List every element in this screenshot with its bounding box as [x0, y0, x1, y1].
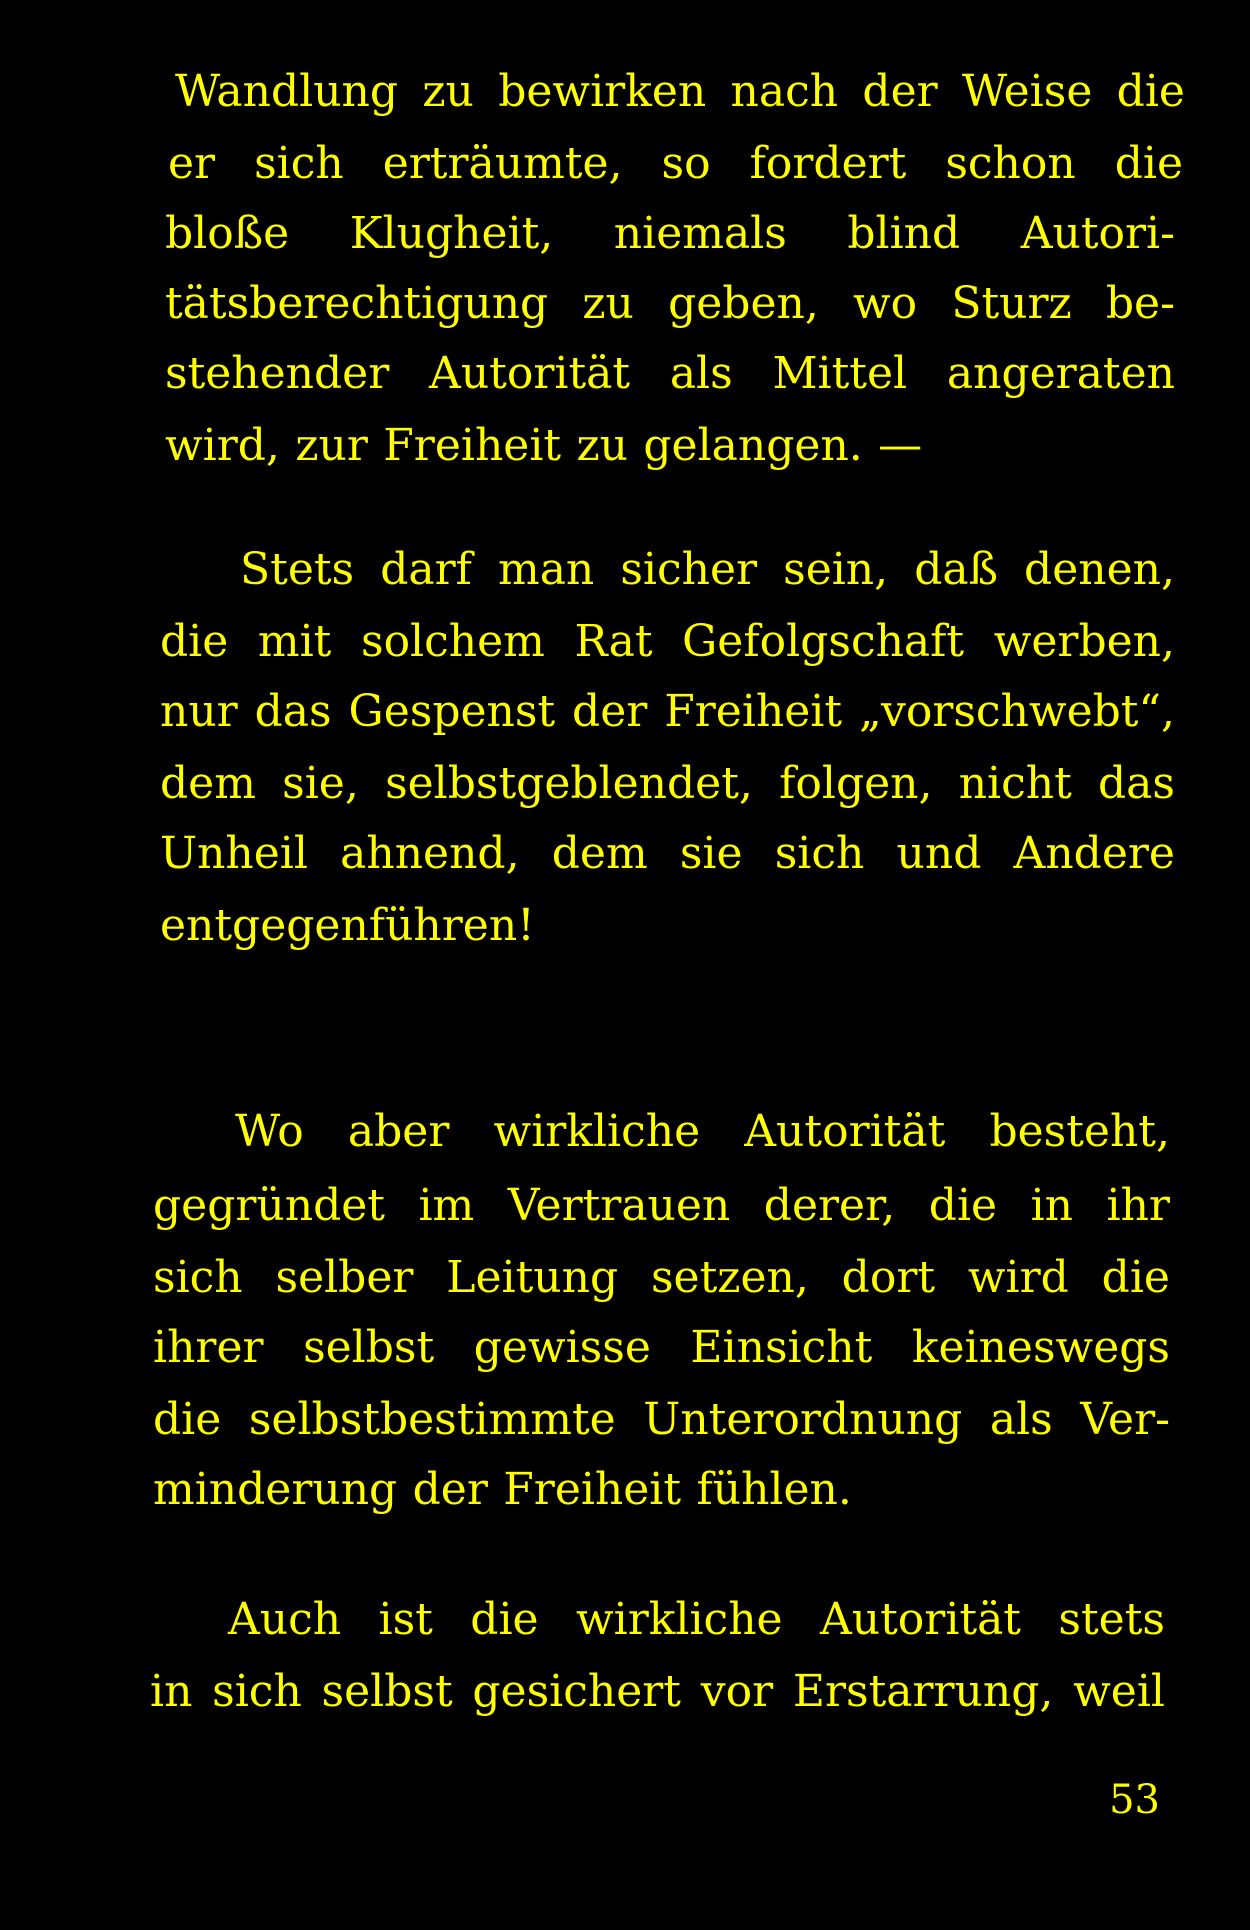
word: Ver-	[1080, 1394, 1170, 1445]
word: gelangen.	[643, 420, 863, 471]
word: Autorität	[744, 1106, 946, 1157]
text-line	[153, 1180, 1170, 1231]
word: be-	[1105, 278, 1175, 329]
text-line	[175, 66, 1185, 117]
word: setzen,	[650, 1252, 809, 1303]
text-line	[165, 420, 1175, 471]
word: Autorität	[429, 348, 631, 399]
word: Erstarrung,	[792, 1666, 1054, 1717]
word: sein,	[783, 544, 889, 595]
word: besteht,	[989, 1106, 1170, 1157]
word: „vorschwebt“,	[858, 686, 1175, 737]
word: daß	[914, 544, 998, 595]
word: Sturz	[951, 278, 1072, 329]
word: sich	[254, 138, 344, 189]
word: sicher	[620, 544, 758, 595]
word: selbst	[303, 1322, 435, 1373]
word: ihr	[1106, 1180, 1170, 1231]
word: mit	[257, 616, 332, 667]
word: sich	[774, 828, 865, 879]
word: Autori-	[1020, 208, 1175, 259]
word: derer,	[763, 1180, 896, 1231]
text-line	[160, 758, 1175, 809]
word: gegründet	[153, 1180, 385, 1231]
word: die	[1116, 66, 1185, 117]
word: wirkliche	[493, 1106, 701, 1157]
word: der	[412, 1464, 488, 1515]
word: als	[669, 348, 733, 399]
word: Unheil	[160, 828, 308, 879]
word: nicht	[958, 758, 1072, 809]
word: gewisse	[473, 1322, 651, 1373]
word: Einsicht	[690, 1322, 873, 1373]
word: Gespenst	[348, 686, 556, 737]
word: selbstbestimmte	[248, 1394, 616, 1445]
word: entgegenführen!	[160, 900, 535, 951]
word: Freiheit	[383, 420, 562, 471]
word: blind	[847, 208, 961, 259]
word: sie	[679, 828, 743, 879]
word: ihrer	[153, 1322, 264, 1373]
word: fordert	[749, 138, 907, 189]
word: man	[497, 544, 595, 595]
word: Freiheit	[503, 1464, 682, 1515]
word: bloße	[165, 208, 290, 259]
word: Stets	[240, 544, 355, 595]
text-line	[235, 1106, 1170, 1157]
word: die	[153, 1394, 222, 1445]
word: sich	[153, 1252, 243, 1303]
word: schon	[945, 138, 1076, 189]
word: Vertrauen	[507, 1180, 731, 1231]
text-line	[153, 1394, 1170, 1445]
word: dem	[160, 758, 256, 809]
text-line	[165, 348, 1175, 399]
word: wo	[852, 278, 918, 329]
word: die	[1101, 1252, 1170, 1303]
word: fühlen.	[696, 1464, 852, 1515]
text-line	[228, 1594, 1165, 1645]
word: weil	[1073, 1666, 1165, 1717]
text-line	[160, 616, 1175, 667]
text-line	[153, 1252, 1170, 1303]
text-line	[240, 544, 1175, 595]
word: solchem	[360, 616, 545, 667]
word: der	[572, 686, 648, 737]
text-line	[168, 138, 1183, 189]
word: wirkliche	[575, 1594, 783, 1645]
word: Wandlung	[175, 66, 399, 117]
word: Weise	[961, 66, 1093, 117]
word: tätsberechtigung	[165, 278, 549, 329]
word: nach	[730, 66, 839, 117]
word: Leitung	[446, 1252, 619, 1303]
word: folgen,	[779, 758, 933, 809]
word: angeraten	[946, 348, 1175, 399]
word: stehender	[165, 348, 390, 399]
word: sie,	[282, 758, 359, 809]
word: dort	[841, 1252, 936, 1303]
text-line	[165, 208, 1175, 259]
word: erträumte,	[382, 138, 623, 189]
word: das	[254, 686, 332, 737]
word: aber	[347, 1106, 450, 1157]
word: niemals	[613, 208, 787, 259]
word: selbst	[321, 1666, 453, 1717]
word: wird,	[165, 420, 280, 471]
word: in	[150, 1666, 193, 1717]
word: Andere	[1013, 828, 1175, 879]
word: und	[896, 828, 982, 879]
word: zu	[582, 278, 634, 329]
word: keineswegs	[911, 1322, 1170, 1373]
word: vor	[700, 1666, 774, 1717]
text-line	[160, 900, 1175, 951]
word: —	[878, 420, 923, 471]
word: Freiheit	[664, 686, 843, 737]
word: wird	[967, 1252, 1069, 1303]
word: zu	[422, 66, 474, 117]
word: der	[862, 66, 938, 117]
word: Auch	[228, 1594, 342, 1645]
word: zur	[295, 420, 368, 471]
word: Wo	[235, 1106, 304, 1157]
word: werben,	[993, 616, 1175, 667]
text-line	[150, 1666, 1165, 1717]
word: nur	[160, 686, 238, 737]
word: Unterordnung	[643, 1394, 963, 1445]
text-line	[153, 1322, 1170, 1373]
word: die	[160, 616, 229, 667]
word: selber	[275, 1252, 414, 1303]
word: ist	[378, 1594, 433, 1645]
word: stets	[1058, 1594, 1165, 1645]
word: minderung	[153, 1464, 398, 1515]
text-line	[160, 686, 1175, 737]
word: er	[168, 138, 216, 189]
word: so	[661, 138, 711, 189]
word: dem	[551, 828, 648, 879]
word: in	[1030, 1180, 1073, 1231]
text-line	[153, 1464, 1170, 1515]
word: Mittel	[772, 348, 908, 399]
word: die	[1114, 138, 1183, 189]
word: sich	[212, 1666, 302, 1717]
word: das	[1098, 758, 1175, 809]
word: Autorität	[820, 1594, 1021, 1645]
text-line	[165, 278, 1175, 329]
word: gesichert	[472, 1666, 681, 1717]
word: die	[470, 1594, 539, 1645]
word: zu	[576, 420, 628, 471]
word: selbstgeblendet,	[385, 758, 753, 809]
word: denen,	[1024, 544, 1175, 595]
word: im	[418, 1180, 475, 1231]
word: Gefolgschaft	[682, 616, 965, 667]
page-number: 53	[1109, 1777, 1160, 1823]
word: ahnend,	[340, 828, 520, 879]
word: bewirken	[498, 66, 707, 117]
word: Rat	[574, 616, 653, 667]
word: die	[928, 1180, 998, 1231]
word: geben,	[668, 278, 819, 329]
word: als	[989, 1394, 1053, 1445]
text-line	[160, 828, 1175, 879]
word: darf	[380, 544, 472, 595]
word: Klugheit,	[349, 208, 554, 259]
